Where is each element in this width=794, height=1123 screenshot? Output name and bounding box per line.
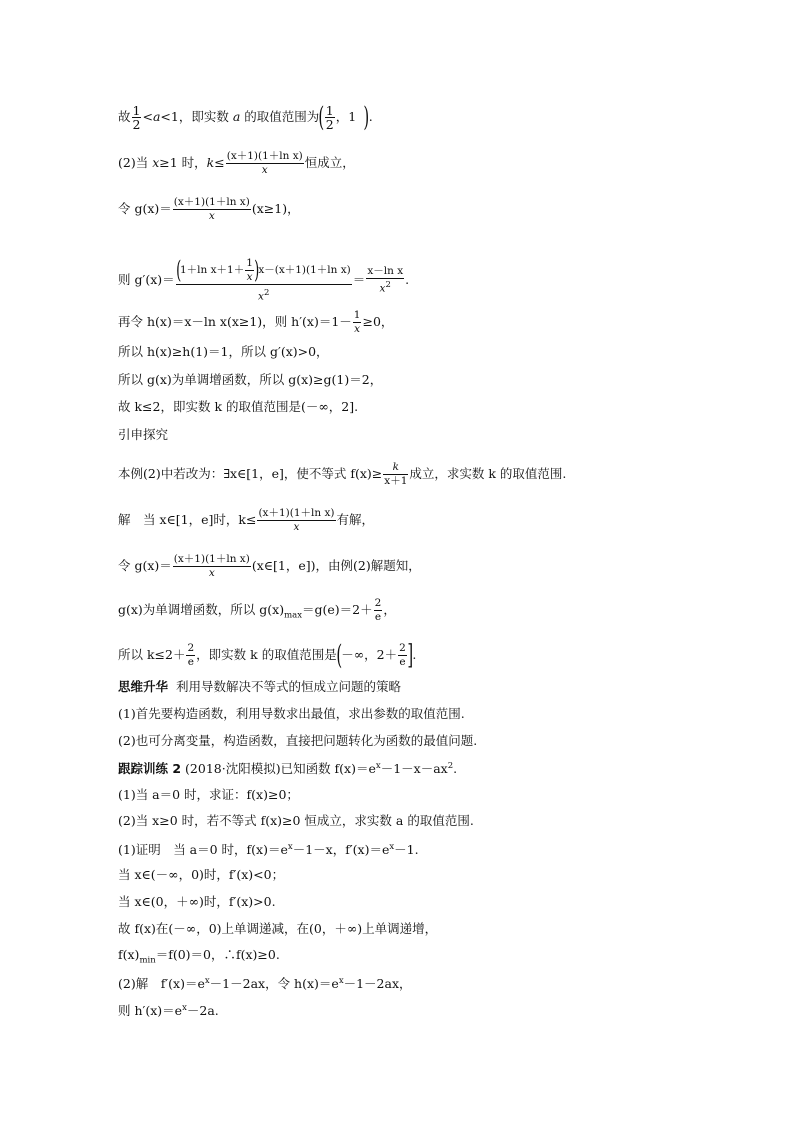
line-k-range-2 (118, 642, 416, 669)
denominator (176, 285, 352, 305)
text: 则 h′(x)＝e (118, 1003, 183, 1019)
denominator: 2 (325, 117, 334, 132)
text: (x≥1)， (251, 201, 300, 216)
line-define-g-2 (118, 553, 421, 580)
numerator: 1 (325, 103, 334, 118)
left-paren: ( (318, 102, 325, 133)
text: 故 k≤2，即实数 k 的取值范围是(－∞，2]. (118, 399, 359, 414)
fraction-large (176, 256, 352, 305)
denominator: x (208, 567, 215, 579)
exponent: x (389, 842, 395, 852)
text: 当 x∈(－∞，0)时，f′(x)<0； (118, 867, 285, 882)
line-strategy-2 (118, 733, 477, 748)
line-practice-2 (118, 759, 457, 776)
var-x: x (152, 155, 160, 170)
text: －1－2ax，令 h(x)＝e (209, 976, 339, 992)
numerator: x－ln x (367, 265, 404, 277)
line-range-a (118, 104, 373, 131)
text: －1－2ax， (343, 976, 412, 992)
var-x: x (379, 282, 386, 295)
line-positive-interval (118, 894, 276, 909)
fraction (383, 461, 408, 488)
exponent: x (182, 1003, 187, 1013)
text: ≤ (214, 155, 225, 170)
text: －1. (394, 842, 419, 858)
text: < (142, 109, 153, 124)
exponent: 2 (385, 280, 391, 290)
text: ＝ (352, 271, 366, 287)
text: (1)当 a＝0 时，求证：f(x)≥0； (118, 787, 299, 802)
line-define-g (118, 196, 300, 223)
numerator: 2 (187, 642, 195, 654)
text: ，即实数 k 的取值范围是 (196, 647, 337, 662)
text: 令 g(x)＝ (118, 558, 172, 573)
subscript: max (284, 610, 303, 621)
line-define-h (118, 309, 393, 336)
text: －2a. (186, 1003, 219, 1019)
denominator: x (246, 270, 253, 283)
line-h-bound (118, 344, 329, 359)
text: (2)解 f′(x)＝e (118, 976, 205, 992)
numerator: (x＋1)(1＋ln x) (173, 553, 250, 565)
text: －1－x，f′(x)＝e (292, 842, 390, 858)
text: 则 g′(x)＝ (118, 271, 175, 287)
fraction-one-half (132, 104, 142, 131)
left-paren: ( (336, 640, 342, 671)
var-x: x (258, 290, 264, 303)
fraction (173, 196, 251, 223)
numerator (176, 256, 352, 285)
left-paren: ( (175, 255, 181, 284)
var-k: k (206, 155, 215, 170)
text: x－(x＋1)(1＋ln x) (258, 264, 351, 276)
line-f-min (118, 947, 280, 969)
exponent: 2 (263, 288, 270, 298)
right-bracket: ] (407, 640, 413, 671)
text: 有解， (336, 512, 375, 527)
fraction-one-half (325, 104, 335, 131)
exponent: x (375, 761, 381, 771)
text: 恒成立， (304, 155, 355, 170)
numerator: 2 (374, 597, 382, 609)
text: (2018·沈阳模拟)已知函数 f(x)＝e (185, 761, 376, 777)
text: (1)首先要构造函数，利用导数求出最值，求出参数的取值范围. (118, 706, 465, 721)
numerator: 1 (132, 103, 141, 118)
text: 成立，求实数 k 的取值范围. (409, 466, 567, 481)
text: 1＋ln x＋1＋ (180, 264, 245, 276)
line-k-condition (118, 150, 355, 177)
exponent: x (338, 976, 344, 986)
text: ， (383, 602, 396, 617)
fraction-two-over-e (398, 642, 407, 669)
text: 解 当 x∈[1，e]时，k≤ (118, 512, 257, 527)
line-monotonicity (118, 921, 437, 936)
text: ＝g(e)＝2＋ (302, 602, 373, 617)
denominator: 2 (132, 117, 141, 132)
text: <1，即实数 (160, 109, 233, 124)
line-solution-start (118, 507, 374, 534)
text: (2)也可分离变量，构造函数，直接把问题转化为函数的最值问题. (118, 733, 478, 748)
line-proof-start (118, 840, 419, 857)
right-paren: ) (254, 255, 260, 284)
fraction (366, 265, 404, 296)
text: f(x) (118, 947, 140, 962)
denominator: e (399, 656, 406, 668)
text: ≥1 时， (159, 155, 207, 170)
line-negative-interval (118, 867, 284, 882)
numerator: 2 (399, 642, 406, 654)
fraction-two-over-e (186, 642, 195, 669)
text: g(x)为单调增函数，所以 g(x) (118, 602, 285, 617)
denominator: x (261, 164, 268, 176)
text: －∞，2＋ (341, 647, 398, 662)
denominator: x＋1 (384, 475, 408, 487)
text: 故 (118, 109, 131, 124)
text: 故 f(x)在(－∞，0)上单调递减，在(0，＋∞)上单调递增， (118, 921, 438, 936)
heading-text: 跟踪训练 2 (118, 761, 182, 777)
numerator: (x＋1)(1＋ln x) (258, 507, 335, 519)
text: . (405, 271, 410, 287)
denominator: e (374, 611, 382, 623)
fraction-one-over-x (245, 257, 254, 284)
text: (2)当 x≥0 时，若不等式 f(x)≥0 恒成立，求实数 a 的取值范围. (118, 813, 474, 828)
numerator: k (383, 461, 408, 475)
line-g-increasing (118, 372, 382, 387)
fraction-one-over-x (353, 309, 362, 336)
text: 令 g(x)＝ (118, 201, 172, 216)
text: 的取值范围为 (240, 109, 320, 124)
text: 再令 h(x)＝x－ln x(x≥1)，则 h′(x)＝1－ (118, 314, 352, 329)
subscript: min (139, 955, 156, 966)
line-g-max (118, 597, 396, 624)
right-paren: ) (363, 102, 370, 133)
denominator (366, 279, 404, 296)
exponent: x (287, 842, 293, 852)
denominator: e (187, 656, 194, 668)
exponent: 2 (447, 761, 454, 771)
text: 本例(2)中若改为：∃x∈[1，e]，使不等式 f(x)≥ (118, 466, 383, 481)
denominator: x (354, 323, 361, 335)
line-strategy-1 (118, 706, 465, 721)
text: (1)证明 当 a＝0 时，f(x)＝e (118, 842, 288, 858)
numerator: (x＋1)(1＋ln x) (226, 150, 303, 162)
text: 当 x∈(0，＋∞)时，f′(x)>0. (118, 894, 276, 909)
var-a: a (152, 109, 161, 124)
denominator: x (208, 210, 215, 222)
line-part-1 (118, 787, 299, 802)
text: . (453, 761, 458, 777)
heading-text: 引申探究 (118, 427, 169, 442)
line-part-2-solution (118, 974, 412, 991)
fraction (173, 553, 251, 580)
numerator: (x＋1)(1＋ln x) (173, 196, 250, 208)
var-a: a (232, 109, 241, 124)
numerator: 1 (353, 309, 361, 321)
text: . (412, 647, 417, 662)
text: (x∈[1，e])，由例(2)解题知， (251, 558, 421, 573)
fraction (257, 507, 335, 534)
text: . (368, 109, 373, 124)
fraction (226, 150, 304, 177)
text: ，1 (335, 109, 357, 124)
text: ≥0， (362, 314, 394, 329)
text: －1－x－ax (380, 761, 448, 777)
fraction-two-over-e (374, 597, 383, 624)
heading-text: 思维升华 (118, 679, 169, 694)
text: ＝f(0)＝0，∴f(x)≥0. (155, 947, 280, 962)
numerator: 1 (246, 256, 253, 269)
text: 所以 g(x)为单调增函数，所以 g(x)≥g(1)＝2， (118, 372, 383, 387)
text: 所以 h(x)≥h(1)＝1，所以 g′(x)>0， (118, 344, 329, 359)
line-g-derivative (118, 256, 409, 305)
line-k-range (118, 399, 358, 414)
line-thinking-summary (118, 679, 401, 694)
exponent: x (204, 976, 210, 986)
text: 利用导数解决不等式的恒成立问题的策略 (175, 679, 401, 694)
line-extension-problem (118, 461, 566, 488)
text: (2)当 (118, 155, 153, 170)
line-part-2 (118, 813, 474, 828)
section-heading-extension (118, 427, 168, 442)
text: 所以 k≤2＋ (118, 647, 186, 662)
denominator: x (293, 521, 300, 533)
line-h-derivative (118, 1001, 219, 1018)
